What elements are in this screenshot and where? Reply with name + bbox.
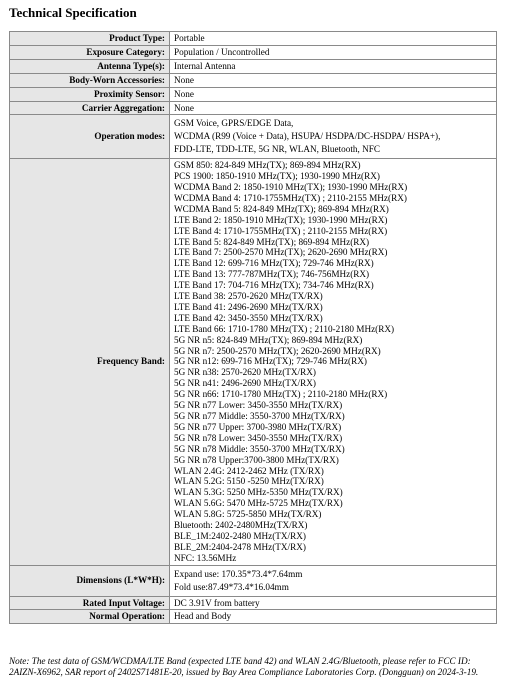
frequency-band-line: WLAN 5.2G: 5150 -5250 MHz(TX/RX) bbox=[174, 476, 324, 487]
spec-table bbox=[9, 31, 497, 624]
frequency-band-line: 5G NR n77 Upper: 3700-3980 MHz(TX/RX) bbox=[174, 421, 342, 432]
row-label: Operation modes: bbox=[10, 115, 170, 159]
dimension-line: Fold use:87.49*73.4*16.04mm bbox=[174, 581, 289, 592]
frequency-band-line: Bluetooth: 2402-2480MHz(TX/RX) bbox=[174, 520, 308, 531]
frequency-band-line: 5G NR n66: 1710-1780 MHz(TX) ; 2110-2180 MHz(RX) bbox=[174, 389, 388, 400]
frequency-band-line: WCDMA Band 2: 1850-1910 MHz(TX); 1930-1990 MHz(RX) bbox=[174, 181, 408, 192]
row-label: Rated Input Voltage: bbox=[10, 596, 170, 610]
frequency-band-line: LTE Band 17: 704-716 MHz(TX); 734-746 MHz(RX) bbox=[174, 280, 374, 291]
frequency-band-line: LTE Band 12: 699-716 MHz(TX); 729-746 MHz(RX) bbox=[174, 258, 374, 269]
frequency-band-line: LTE Band 42: 3450-3550 MHz(TX/RX) bbox=[174, 312, 323, 323]
dimensions-value bbox=[170, 565, 497, 596]
row-label: Antenna Type(s): bbox=[10, 59, 170, 73]
operation-mode-line: GSM Voice, GPRS/EDGE Data, bbox=[174, 118, 294, 129]
frequency-band-line: 5G NR n78 Upper:3700-3800 MHz(TX/RX) bbox=[174, 454, 339, 465]
frequency-band-line: 5G NR n77 Middle: 3550-3700 MHz(TX/RX) bbox=[174, 411, 345, 421]
frequency-band-line: NFC: 13.56MHz bbox=[174, 552, 237, 563]
row-label: Frequency Band: bbox=[10, 159, 170, 566]
table-row bbox=[10, 610, 497, 624]
row-label: Product Type: bbox=[10, 32, 170, 46]
operation-mode-line: FDD-LTE, TDD-LTE, 5G NR, WLAN, Bluetooth, NFC bbox=[174, 144, 380, 155]
frequency-band-line: WLAN 5.8G: 5725-5850 MHz(TX/RX) bbox=[174, 509, 322, 520]
table-row bbox=[10, 45, 497, 59]
row-value: None bbox=[170, 87, 497, 101]
page-title: Technical Specification bbox=[9, 5, 137, 20]
row-value: Head and Body bbox=[170, 610, 497, 624]
frequency-band-line: LTE Band 7: 2500-2570 MHz(TX); 2620-2690 MHz(RX) bbox=[174, 247, 388, 258]
table-row bbox=[10, 101, 497, 115]
frequency-band-line: 5G NR n12: 699-716 MHz(TX); 729-746 MHz(RX) bbox=[174, 356, 367, 367]
row-label: Carrier Aggregation: bbox=[10, 101, 170, 115]
frequency-band-line: LTE Band 4: 1710-1755MHz(TX) ; 2110-2155 MHz(RX) bbox=[174, 225, 388, 236]
row-label: Normal Operation: bbox=[10, 610, 170, 624]
operation-modes-row bbox=[10, 115, 497, 159]
frequency-band-line: 5G NR n78 Lower: 3450-3550 MHz(TX/RX) bbox=[174, 432, 343, 443]
row-value: Portable bbox=[170, 32, 497, 46]
frequency-band-line: BLE_2M:2404-2478 MHz(TX/RX) bbox=[174, 541, 306, 552]
frequency-band-line: GSM 850: 824-849 MHz(TX); 869-894 MHz(RX) bbox=[174, 160, 361, 171]
table-row bbox=[10, 596, 497, 610]
frequency-band-line: WLAN 5.3G: 5250 MHz-5350 MHz(TX/RX) bbox=[174, 487, 343, 498]
frequency-band-line: LTE Band 38: 2570-2620 MHz(TX/RX) bbox=[174, 291, 323, 302]
table-row bbox=[10, 73, 497, 87]
frequency-band-line: 5G NR n41: 2496-2690 MHz(TX/RX) bbox=[174, 378, 316, 389]
frequency-band-line: LTE Band 13: 777-787MHz(TX); 746-756MHz(RX) bbox=[174, 269, 370, 280]
table-row bbox=[10, 87, 497, 101]
frequency-band-line: LTE Band 5: 824-849 MHz(TX); 869-894 MHz(RX) bbox=[174, 236, 370, 247]
operation-mode-line: WCDMA (R99 (Voice + Data), HSUPA/ HSDPA/DC-HSDPA/ HSPA+), bbox=[174, 131, 441, 142]
frequency-band-line: 5G NR n7: 2500-2570 MHz(TX); 2620-2690 MHz(RX) bbox=[174, 345, 381, 356]
row-value: Population / Uncontrolled bbox=[170, 45, 497, 59]
row-value: None bbox=[170, 101, 497, 115]
frequency-band-line: LTE Band 41: 2496-2690 MHz(TX/RX) bbox=[174, 301, 323, 312]
frequency-band-line: LTE Band 2: 1850-1910 MHz(TX); 1930-1990 MHz(RX) bbox=[174, 214, 388, 225]
frequency-band-line: WCDMA Band 4: 1710-1755MHz(TX) ; 2110-2155 MHz(RX) bbox=[174, 192, 407, 203]
row-label: Body-Worn Accessories: bbox=[10, 73, 170, 87]
frequency-band-line: 5G NR n5: 824-849 MHz(TX); 869-894 MHz(RX) bbox=[174, 334, 363, 345]
frequency-band-line: 5G NR n77 Lower: 3450-3550 MHz(TX/RX) bbox=[174, 400, 343, 411]
dimensions-row bbox=[10, 565, 497, 596]
dimension-line: Expand use: 170.35*73.4*7.64mm bbox=[174, 568, 303, 579]
row-label: Exposure Category: bbox=[10, 45, 170, 59]
frequency-band-line: WLAN 2.4G: 2412-2462 MHz (TX/RX) bbox=[174, 465, 324, 476]
table-row bbox=[10, 32, 497, 46]
frequency-band-line: 5G NR n38: 2570-2620 MHz(TX/RX) bbox=[174, 367, 316, 378]
row-label: Proximity Sensor: bbox=[10, 87, 170, 101]
operation-modes-value bbox=[170, 115, 497, 159]
frequency-band-line: WCDMA Band 5: 824-849 MHz(TX); 869-894 MHz(RX) bbox=[174, 203, 389, 214]
frequency-band-line: PCS 1900: 1850-1910 MHz(TX); 1930-1990 MHz(RX) bbox=[174, 171, 380, 182]
row-value: Internal Antenna bbox=[170, 59, 497, 73]
row-value: DC 3.91V from battery bbox=[170, 596, 497, 610]
frequency-band-line: BLE_1M:2402-2480 MHz(TX/RX) bbox=[174, 530, 306, 541]
table-row bbox=[10, 59, 497, 73]
frequency-band-row bbox=[10, 159, 497, 566]
frequency-band-list bbox=[170, 159, 497, 566]
frequency-band-line: 5G NR n78 Middle: 3550-3700 MHz(TX/RX) bbox=[174, 443, 345, 454]
row-value: None bbox=[170, 73, 497, 87]
frequency-band-line: LTE Band 66: 1710-1780 MHz(TX) ; 2110-2180 MHz(RX) bbox=[174, 323, 395, 334]
row-label: Dimensions (L*W*H): bbox=[10, 565, 170, 596]
frequency-band-line: WLAN 5.6G: 5470 MHz-5725 MHz(TX/RX) bbox=[174, 498, 343, 509]
footnote: Note: The test data of GSM/WCDMA/LTE Band (expected LTE band 42) and WLAN 2.4G/Bluetooth, please refer to FCC ID: 2AIZN-X6962, SAR report of 2402S71481E-20, issued by Bay Area Compliance Laboratories Corp. (Dongguan) on 2024-3-19. bbox=[9, 656, 479, 677]
